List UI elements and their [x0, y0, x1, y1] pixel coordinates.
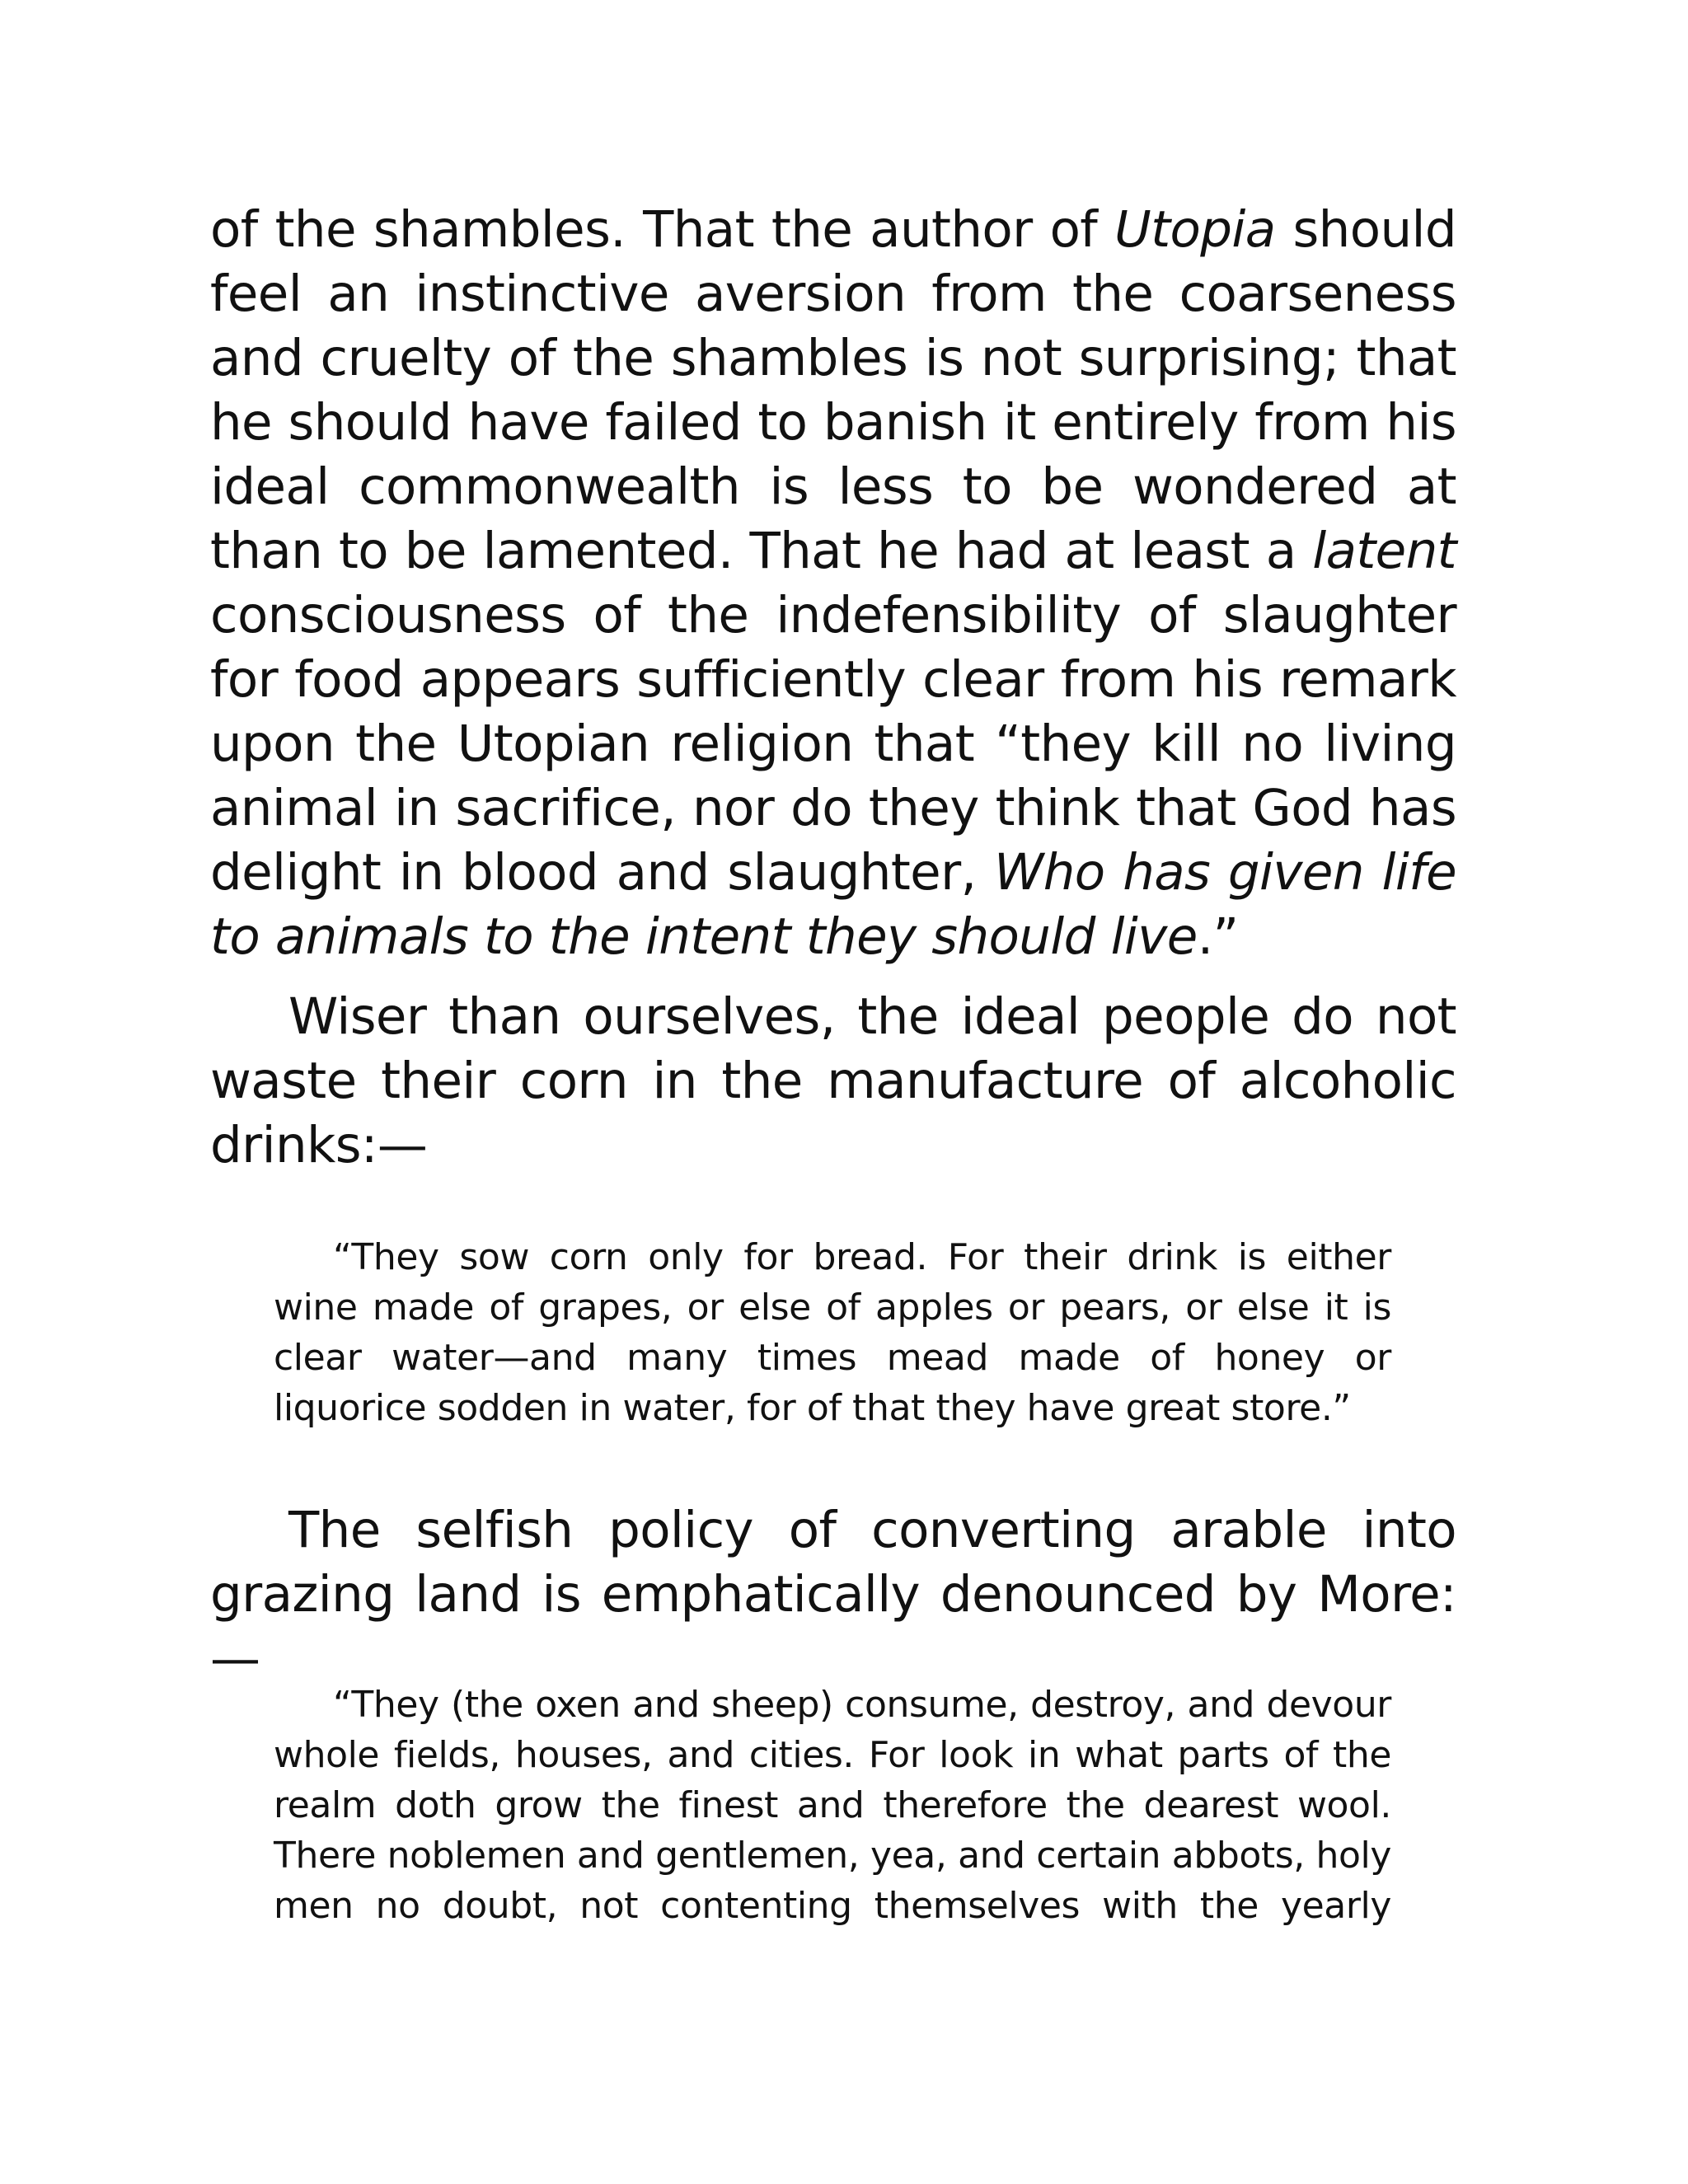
italic-word-latent: latent [1312, 522, 1456, 580]
paragraph-text-segment: of the shambles. That the author of [210, 200, 1115, 259]
paragraph-shambles [210, 198, 1456, 969]
paragraph-alcoholic-drinks: Wiser than ourselves, the ideal people do not waste their corn in the manufacture of alcoholic drinks:— [210, 987, 1456, 1174]
paragraph-grazing-land: The selfish policy of converting arable into grazing land is emphatically denounced by More:— [210, 1501, 1456, 1688]
block-quote-corn: “They sow corn only for bread. For their drink is either wine made of grapes, or else of apples or pears, or else it is clear water—and many times mead made of honey or liquorice sodden in water, for of that they have great store.” [274, 1236, 1391, 1429]
italic-quotation-phrase: Who has given life to animals to the intent they should live [210, 843, 1456, 966]
paragraph-text-segment: consciousness of the indefensibility of slaughter for food appears sufficiently clear from his remark upon the Utopian religion that “they kill no living animal in sacrifice, nor do they think that God has delight in blood and slaughter, [210, 586, 1456, 902]
paragraph-text-segment: .” [1197, 907, 1239, 966]
paragraph-text-segment: should feel an instinctive aversion from the coarseness and cruelty of the shambles is not surprising; that he should have failed to banish it entirely from his ideal commonwealth is less to be wondered at than to be lamented. That he had at least a [210, 200, 1456, 580]
italic-title-utopia: Utopia [1114, 200, 1276, 259]
block-quote-sheep: “They (the oxen and sheep) consume, destroy, and devour whole fields, houses, and cities. For look in what parts of the realm doth grow the finest and therefore the dearest wool. There noblemen and gentlemen, yea, and certain abbots, holy men no doubt, not contenting themselves with the yearly [274, 1684, 1391, 1927]
